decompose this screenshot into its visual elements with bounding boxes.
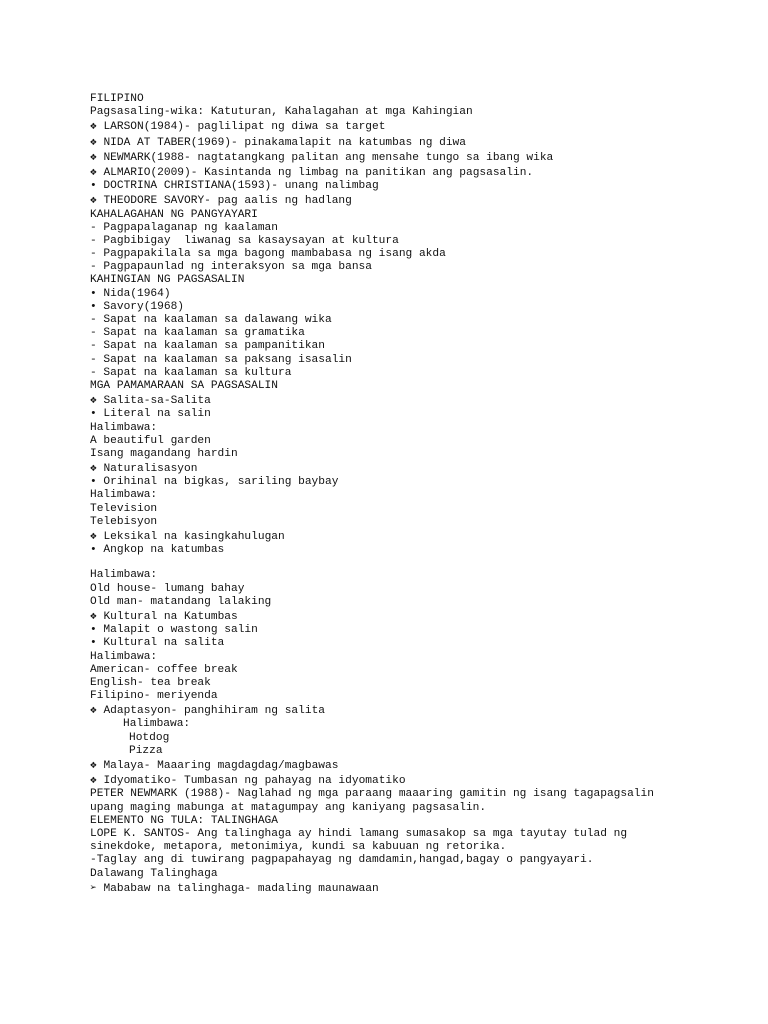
list-line: - Pagpapalaganap ng kaalaman xyxy=(90,221,278,234)
bullet-line: ❖ Adaptasyon- panghihiram ng salita xyxy=(90,705,325,718)
list-line: • Orihinal na bigkas, sariling baybay xyxy=(90,476,339,489)
example-line: Filipino- meriyenda xyxy=(90,690,218,703)
example-line: Old man- matandang lalaking xyxy=(90,595,272,608)
example-line: Hotdog xyxy=(129,731,170,744)
bullet-line: • DOCTRINA CHRISTIANA(1593)- unang nalimbag xyxy=(90,180,379,193)
list-line: - Sapat na kaalaman sa gramatika xyxy=(90,327,305,340)
example-line: Pizza xyxy=(129,744,163,757)
section-heading: ELEMENTO NG TULA: TALINGHAGA xyxy=(90,814,278,827)
list-line: • Angkop na katumbas xyxy=(90,544,225,557)
bullet-line: ❖ Naturalisasyon xyxy=(90,463,198,476)
paragraph-line: sinekdoke, metapora, metonimiya, kundi sa kabuuan ng retorika. xyxy=(90,841,507,854)
blank-line xyxy=(90,557,750,569)
list-line: - Pagpapakilala sa mga bagong mambabasa ng isang akda xyxy=(90,248,446,261)
example-label: Halimbawa: xyxy=(90,650,158,663)
paragraph-line: LOPE K. SANTOS- Ang talinghaga ay hindi lamang sumasakop sa mga tayutay tulad ng xyxy=(90,827,628,840)
example-line: English- tea break xyxy=(90,676,211,689)
example-line: Isang magandang hardin xyxy=(90,447,238,460)
bullet-line: ❖ Malaya- Maaaring magdagdag/magbawas xyxy=(90,760,339,772)
list-line: • Nida(1964) xyxy=(90,287,171,300)
section-heading: MGA PAMAMARAAN SA PAGSASALIN xyxy=(90,379,278,392)
paragraph-line: upang maging mabunga at matagumpay ang kaniyang pagsasalin. xyxy=(90,801,487,814)
example-label: Halimbawa: xyxy=(90,489,158,502)
list-line: - Sapat na kaalaman sa dalawang wika xyxy=(90,314,332,326)
section-heading: KAHALAGAHAN NG PANGYAYARI xyxy=(90,208,258,221)
list-line: • Malapit o wastong salin xyxy=(90,624,258,637)
bullet-line: ❖ Idyomatiko- Tumbasan ng pahayag na idyomatiko xyxy=(90,775,406,788)
document-page xyxy=(90,93,750,896)
example-label: Halimbawa: xyxy=(90,421,158,434)
bullet-line: ❖ Salita-sa-Salita xyxy=(90,395,211,408)
bullet-line: ❖ NIDA AT TABER(1969)- pinakamalapit na katumbas ng diwa xyxy=(90,136,466,149)
list-line: • Kultural na salita xyxy=(90,637,225,650)
example-line: Old house- lumang bahay xyxy=(90,582,245,595)
doc-title: FILIPINO xyxy=(90,93,144,105)
example-label: Halimbawa: xyxy=(90,569,158,582)
bullet-line: ❖ NEWMARK(1988- nagtatangkang palitan ang mensahe tungo sa ibang wika xyxy=(90,151,554,164)
list-line: • Literal na salin xyxy=(90,408,211,421)
bullet-line: ❖ Leksikal na kasingkahulugan xyxy=(90,531,285,543)
list-line: - Pagpapaunlad ng interaksyon sa mga bansa xyxy=(90,261,372,274)
example-line: A beautiful garden xyxy=(90,434,211,447)
bullet-line: ❖ Kultural na Katumbas xyxy=(90,610,238,623)
bullet-line: ➢ Mababaw na talinghaga- madaling maunawaan xyxy=(90,882,379,895)
bullet-line: ❖ ALMARIO(2009)- Kasintanda ng limbag na panitikan ang pagsasalin. xyxy=(90,166,534,179)
section-heading: KAHINGIAN NG PAGSASALIN xyxy=(90,274,245,287)
bullet-line: ❖ LARSON(1984)- paglilipat ng diwa sa target xyxy=(90,121,386,134)
example-line: Television xyxy=(90,502,158,515)
list-line: • Savory(1968) xyxy=(90,300,184,313)
paragraph-line: Dalawang Talinghaga xyxy=(90,867,218,880)
paragraph-line: PETER NEWMARK (1988)- Naglahad ng mga paraang maaaring gamitin ng isang tagapagsalin xyxy=(90,788,654,801)
doc-subtitle: Pagsasaling-wika: Katuturan, Kahalagahan at mga Kahingian xyxy=(90,106,473,119)
list-line: - Sapat na kaalaman sa pampanitikan xyxy=(90,340,325,353)
list-line: - Sapat na kaalaman sa kultura xyxy=(90,366,292,379)
example-line: Telebisyon xyxy=(90,515,158,528)
paragraph-line: -Taglay ang di tuwirang pagpapahayag ng damdamin,hangad,bagay o pangyayari. xyxy=(90,854,594,867)
list-line: - Sapat na kaalaman sa paksang isasalin xyxy=(90,353,352,366)
list-line: - Pagbibigay liwanag sa kasaysayan at kultura xyxy=(90,234,399,247)
bullet-line: ❖ THEODORE SAVORY- pag aalis ng hadlang xyxy=(90,195,352,208)
example-line: American- coffee break xyxy=(90,663,238,676)
example-label: Halimbawa: xyxy=(123,718,191,731)
